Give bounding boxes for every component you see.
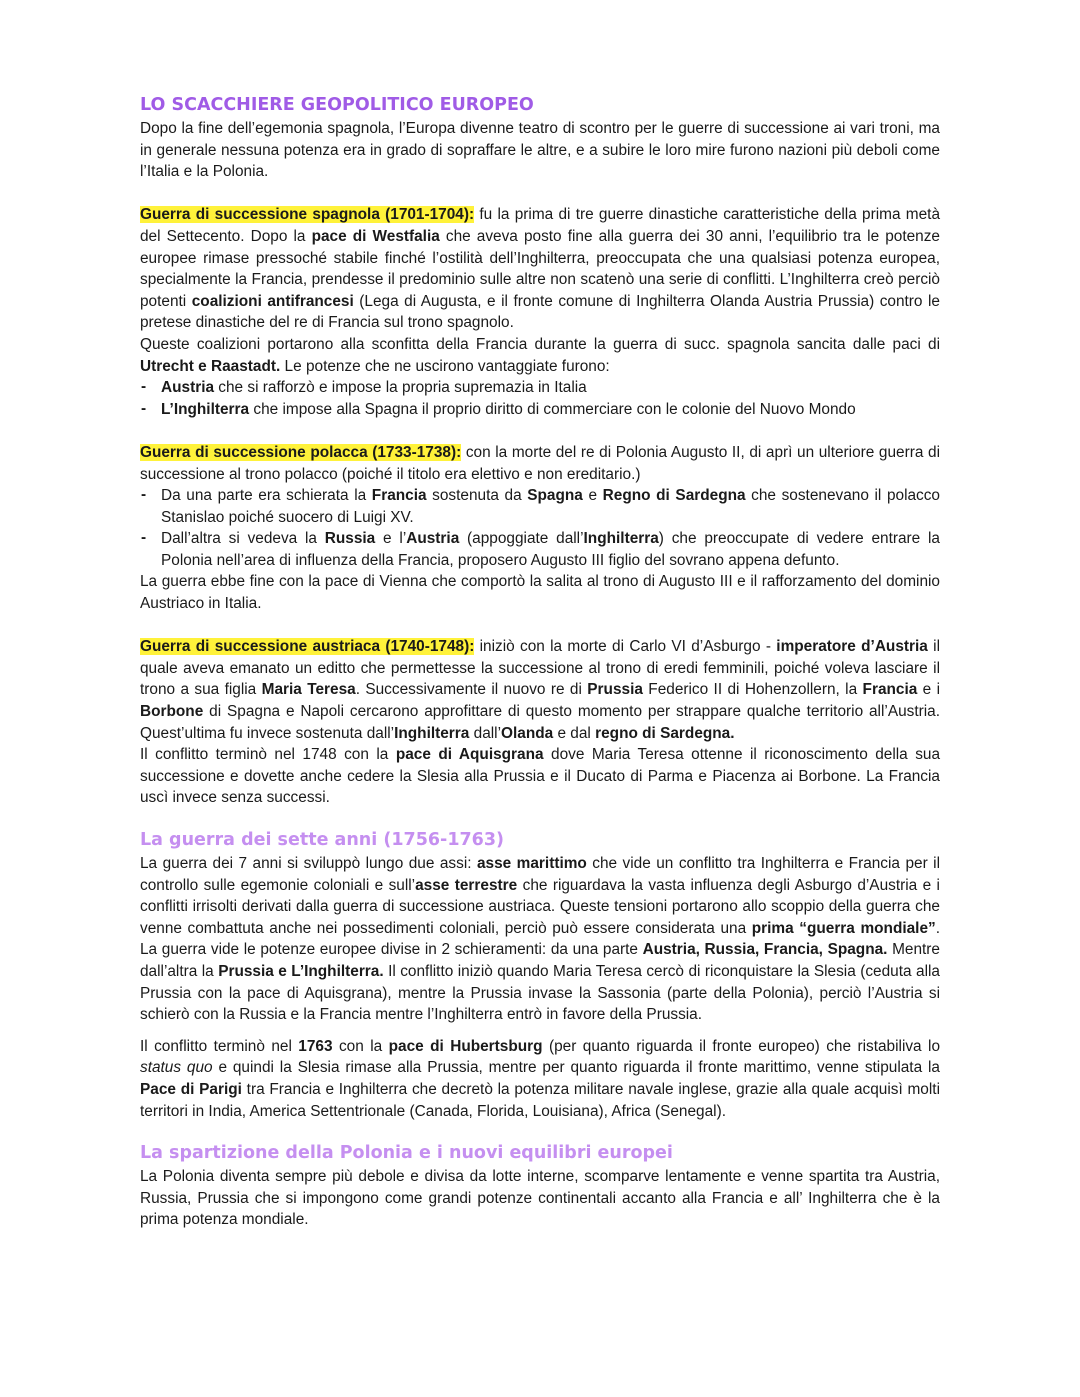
- intro-paragraph: Dopo la fine dell’egemonia spagnola, l’Europa divenne teatro di scontro per le guerre di successione ai vari troni, ma in generale nessuna potenza era in grado di sopraffare le altre, e a subire le loro mire furono nazioni più deboli come l’Italia e la Polonia.: [140, 120, 940, 181]
- list-item: - L’Inghilterra che impose alla Spagna il proprio diritto di commerciare con le colonie del Nuovo Mondo: [140, 399, 940, 421]
- polish-list: [140, 485, 940, 571]
- polish-conclusion: La guerra ebbe fine con la pace di Vienna che comportò la salita al trono di Augusto III e il rafforzamento del dominio Austriaco in Italia.: [140, 573, 940, 613]
- polish-heading: Guerra di successione polacca (1733-1738):: [140, 443, 462, 461]
- poland-partition-heading: La spartizione della Polonia e i nuovi equilibri europei: [140, 1143, 673, 1164]
- section-polish-succession: [140, 442, 940, 615]
- document-page: [140, 92, 940, 1231]
- list-item: - Austria che si rafforzò e impose la propria supremazia in Italia: [140, 377, 940, 399]
- austrian-paragraph: Guerra di successione austriaca (1740-1748): iniziò con la morte di Carlo VI d’Asburgo - imperatore d’Austria il quale aveva emanato un editto che permettesse la successione al trono di eredi femminili, poiché voleva lasciare il trono a sua figlia Maria Teresa. Successivamente il nuovo re di Prussia Federico II di Hohenzollern, la Francia e i Borbone di Spagna e Napoli cercarono approfittare di questo momento per strappare qualche territorio all’Austria. Quest’ultima fu invece sostenuta dall’Inghilterra dall’Olanda e dal regno di Sardegna.: [140, 638, 941, 742]
- page-title: LO SCACCHIERE GEOPOLITICO EUROPEO: [140, 95, 534, 115]
- austrian-paragraph-2: Il conflitto terminò nel 1748 con la pace di Aquisgrana dove Maria Teresa ottenne il riconoscimento della sua successione e dovette anche cedere la Slesia alla Prussia e il Ducato di Parma e Piacenza ai Borbone. La Francia uscì invece senza successi.: [140, 746, 941, 807]
- list-item: - Da una parte era schierata la Francia sostenuta da Spagna e Regno di Sardegna che sostenevano il polacco Stanislao poiché suocero di Luigi XV.: [140, 485, 940, 528]
- seven-years-paragraph: La guerra dei 7 anni si sviluppò lungo due assi: asse marittimo che vide un conflitto tra Inghilterra e Francia per il controllo sulle egemonie coloniali e sull’asse terrestre che riguardava la vasta influenza degli Asburgo d’Austria e i conflitti irrisolti derivati dalla guerra di successione austriaca. Queste tensioni portarono allo scoppio della guerra che venne combattuta anche nei possedimenti coloniali, perciò può essere considerata una prima “guerra mondiale”. La guerra vide le potenze europee divise in 2 schieramenti: da una parte Austria, Russia, Francia, Spagna. Mentre dall’altra la Prussia e L’Inghilterra. Il conflitto iniziò quando Maria Teresa cercò di riconquistare la Slesia (ceduta alla Prussia con la pace di Aquisgrana), mentre la Prussia invase la Sassonia (parte della Polonia), perciò l’Austria si schierò con la Russia e la Francia mentre l’Inghilterra entrò in favore della Prussia.: [140, 855, 940, 1024]
- seven-years-paragraph-2: Il conflitto terminò nel 1763 con la pace di Hubertsburg (per quanto riguarda il fronte europeo) che ristabiliva lo status quo e quindi la Slesia rimase alla Prussia, mentre per quanto riguarda il fronte marittimo, venne stipulata la Pace di Parigi tra Francia e Inghilterra che decretò la potenza militare navale inglese, grazie alla quale acquisì molti territori in India, America Settentrionale (Canada, Florida, Louisiana), Africa (Senegal).: [140, 1037, 941, 1120]
- austrian-heading: Guerra di successione austriaca (1740-1748):: [140, 638, 475, 656]
- section-austrian-succession: [140, 636, 940, 809]
- polish-paragraph: Guerra di successione polacca (1733-1738): con la morte del re di Polonia Augusto II, di aprì un ulteriore guerra di successione al trono polacco (poiché il titolo era elettivo e non ereditario.): [140, 443, 940, 483]
- list-item: - Dall’altra si vedeva la Russia e l’Austria (appoggiate dall’Inghilterra) che preoccupate di vedere entrare la Polonia nell’area di influenza della Francia, proposero Augusto III figlio del sovrano appena defunto.: [140, 528, 940, 571]
- section-poland-partition: [140, 1140, 940, 1231]
- spanish-paragraph: Guerra di successione spagnola (1701-1704): fu la prima di tre guerre dinastiche caratteristiche della prima metà del Settecento. Dopo la pace di Westfalia che aveva posto fine alla guerra dei 30 anni, l’equilibrio tra le potenze europee rimase pressoché stabile finché l’ostilità dell’Inghilterra, preoccupata che una qualsiasi potenza europea, specialmente la Francia, prendesse il predominio sulle altre non scatenò una serie di conflitti. L’Inghilterra creò perciò potenti coalizioni antifrancesi (Lega di Augusta, e il fronte comune di Inghilterra Olanda Austria Prussia) contro le pretese dinastiche del re di Francia sul trono spagnolo.: [140, 206, 941, 332]
- poland-partition-paragraph: La Polonia diventa sempre più debole e divisa da lotte interne, scomparve lentamente e venne spartita tra Austria, Russia, Prussia che si impongono come grandi potenze continentali accanto alla Francia e all’ Inghilterra che è la prima potenza mondiale.: [140, 1168, 940, 1229]
- section-spanish-succession: [140, 204, 940, 420]
- spanish-list: [140, 377, 940, 420]
- seven-years-heading: La guerra dei sette anni (1756-1763): [140, 830, 505, 850]
- spanish-heading: Guerra di successione spagnola (1701-1704):: [140, 206, 475, 224]
- section-seven-years-war: [140, 827, 940, 1122]
- spanish-paragraph-2: Queste coalizioni portarono alla sconfitta della Francia durante la guerra di succ. spagnola sancita dalle paci di Utrecht e Raastadt. Le potenze che ne uscirono vantaggiate furono:: [140, 335, 940, 375]
